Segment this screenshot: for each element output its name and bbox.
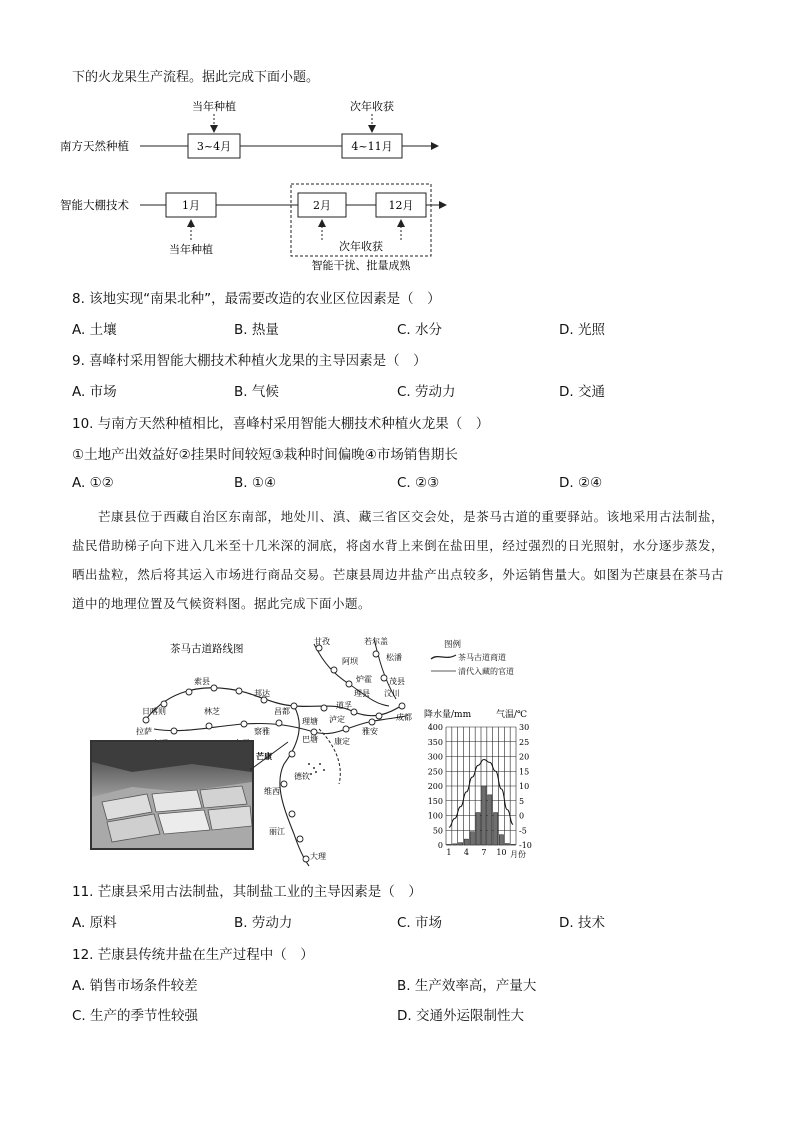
map-place-batang: 巴塘 [302,735,318,744]
chart-y2-tick: 10 [519,782,530,791]
q11-stem: 11. 芒康县采用古法制盐，其制盐工业的主导因素是（ ） [72,884,422,900]
flow-box-row1-2-label: 4~11月 [351,140,393,153]
map-place-aba: 阿坝 [342,657,358,666]
map-place-lasa: 拉萨 [136,727,152,736]
chart-y-tick: 300 [427,752,443,762]
map-legend [428,634,528,692]
flow-row2-bottom3: 智能干扰、批量成熟 [311,259,411,272]
chart-y-tick: 350 [427,737,443,747]
map-place-lijiang: 丽江 [269,827,285,836]
precip-bar-12 [511,844,515,845]
q10-option-c[interactable]: C. ②③ [397,475,440,491]
salt-field-photo [90,740,254,850]
chart-y2-tick: 25 [519,737,530,747]
map-place-songpan: 松潘 [386,653,402,662]
intro-line: 下的火龙果生产流程。据此完成下面小题。 [72,70,320,85]
chart-x-tick: 1 [446,848,452,857]
precip-bar-5 [470,832,474,845]
q9-option-b[interactable]: B. 气候 [234,384,279,400]
q12-option-b[interactable]: B. 生产效率高，产量大 [397,978,537,994]
chart-y-tick: 100 [427,811,443,821]
chart-x-tick: 4 [463,848,469,857]
q11-option-b[interactable]: B. 劳动力 [234,915,293,931]
chart-y-tick: 400 [427,723,443,732]
precip-bar-10 [499,835,503,845]
chart-y2-tick: 30 [519,723,530,732]
flow-row2-bottom2: 次年收获 [339,240,383,253]
map-place-kangding: 康定 [334,737,350,746]
map-place-bangda: 邦达 [254,689,270,698]
legend-item-2: 清代入藏的官道 [458,667,514,676]
q9-stem: 9. 喜峰村采用智能大棚技术种植火龙果的主导因素是（ ） [72,353,427,369]
flow-row1-top1: 当年种植 [192,100,236,113]
precip-bar-6 [476,813,480,845]
flow-box-row2-1-label: 1月 [182,199,200,212]
chart-y-tick: 0 [437,841,443,850]
q10-option-a[interactable]: A. ①② [72,475,114,491]
q12-option-d[interactable]: D. 交通外运限制性大 [397,1008,524,1024]
map-place-linzhi: 林芝 [204,707,220,716]
map-place-weixi: 维西 [264,787,280,796]
chart-y-tick: 150 [427,796,443,806]
map-place-luhuo: 炉霍 [356,675,372,684]
map-title: 茶马古道路线图 [170,643,244,655]
q8-option-b[interactable]: B. 热量 [234,322,279,338]
flow-row2-bottom1: 当年种植 [169,243,213,256]
flow-diagram [60,92,460,277]
precip-bar-4 [464,839,468,845]
q10-option-b[interactable]: B. ①④ [234,475,277,491]
q10-stem: 10. 与南方天然种植相比，喜峰村采用智能大棚技术种植火龙果（ ） [72,416,490,432]
climate-chart [422,705,542,863]
chart-right-axis-label: 气温/℃ [496,710,528,720]
precip-bar-1 [447,844,451,845]
q9-option-a[interactable]: A. 市场 [72,384,117,400]
precip-bar-2 [453,844,457,845]
chart-y-tick: 200 [427,782,443,791]
flow-box-row2-2-label: 2月 [313,199,331,212]
map-place-lixian: 理县 [354,689,370,698]
flow-row1-top2: 次年收获 [350,100,394,113]
precip-bar-11 [505,844,509,845]
chart-y2-tick: -10 [519,841,532,850]
q9-option-d[interactable]: D. 交通 [559,384,605,400]
map-place-ganzi: 甘孜 [314,637,330,646]
chart-y2-tick: 0 [519,811,525,821]
map-place-maoxian: 茂县 [389,677,405,686]
map-place-ruoergai: 若尔盖 [364,637,388,646]
chart-y2-tick: 20 [519,752,530,762]
map-place-rikaze: 日喀则 [142,707,166,716]
legend-title: 图例 [444,640,462,650]
map-place-litang: 理塘 [302,717,318,726]
photo-pointer-line [250,740,290,780]
map-place-deqin: 德钦 [294,772,310,781]
precip-bar-3 [458,843,462,845]
q11-option-d[interactable]: D. 技术 [559,915,605,931]
chart-x-unit: 月份 [510,850,526,859]
q11-option-a[interactable]: A. 原料 [72,915,117,931]
q8-option-c[interactable]: C. 水分 [397,322,443,338]
map-place-luding: 泸定 [329,715,345,724]
map-place-yaan: 雅安 [362,727,378,736]
q10-choices: ①土地产出效益好②挂果时间较短③栽种时间偏晚④市场销售期长 [72,447,458,463]
q12-option-a[interactable]: A. 销售市场条件较差 [72,978,198,994]
chart-y2-tick: -5 [519,826,527,836]
flow-row1-label: 南方天然种植 [60,139,129,153]
chart-y2-tick: 15 [519,767,530,777]
flow-row2-label: 智能大棚技术 [60,198,129,212]
q8-option-d[interactable]: D. 光照 [559,322,605,338]
legend-item-1: 茶马古道商道 [458,653,506,662]
flow-box-row2-3-label: 12月 [388,199,414,212]
precip-bar-7 [482,786,486,845]
flow-box-row1-1-label: 3~4月 [196,140,232,153]
q12-option-c[interactable]: C. 生产的季节性较强 [72,1008,199,1024]
passage: 芒康县位于西藏自治区东南部，地处川、滇、藏三省区交会处，是茶马古道的重要驿站。该地采用古法制盐，盐民借助梯子向下进入几米至十几米深的洞底，将卤水背上来倒在盐田里，经过强烈的日光照射，水分逐步蒸发，晒出盐粒，然后将其运入市场进行商品交易。芒康县周边井盐产出点较多，外运销售量大。如图为芒康县在茶马古道中的地理位置及气候资料图。据此完成下面小题。 [72,509,724,611]
q11-option-c[interactable]: C. 市场 [397,915,443,931]
precip-bar-8 [488,795,492,845]
q10-option-d[interactable]: D. ②④ [559,475,603,491]
chart-y2-tick: 5 [519,796,525,806]
chart-left-axis-label: 降水量/mm [424,710,472,720]
chart-y-tick: 250 [427,767,443,777]
precip-bar-9 [493,813,497,845]
map-place-wenchuan: 汶川 [384,689,400,698]
q8-stem: 8. 该地实现“南果北种”，最需要改造的农业区位因素是（ ） [72,291,441,307]
chart-x-tick: 10 [496,848,507,857]
map-place-chaya: 察雅 [254,727,270,736]
map-place-dali: 大理 [310,852,326,861]
map-place-changdu: 昌都 [274,707,290,716]
map-place-suoxian: 索县 [194,677,210,686]
map-place-daofu: 道孚 [336,701,352,710]
chart-y-tick: 50 [432,826,443,836]
q8-option-a[interactable]: A. 土壤 [72,322,117,338]
q9-option-c[interactable]: C. 劳动力 [397,384,456,400]
q12-stem: 12. 芒康县传统井盐在生产过程中（ ） [72,947,314,963]
map-place-chengdu: 成都 [396,713,412,722]
map-place-mangkang: 芒康 [256,751,272,761]
chart-x-tick: 7 [481,848,487,857]
